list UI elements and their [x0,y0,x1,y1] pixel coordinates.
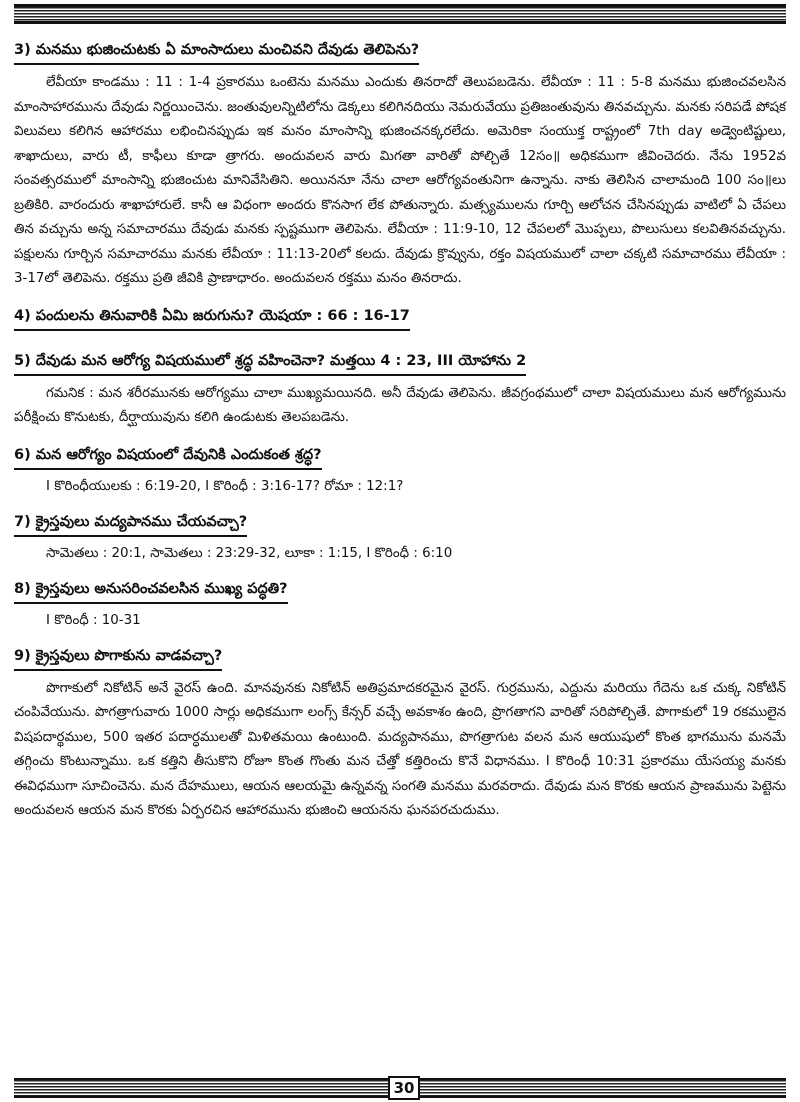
question-3: 3) మనము భుజించుటకు ఏ మాంసాదులు మంచివని దేవుడు తెలిపెను? [14,40,419,65]
question-7: 7) క్రైస్తవులు మద్యపానము చేయవచ్చా? [14,512,247,537]
answer-3: లేవీయా కాండము : 11 : 1-4 ప్రకారము ఒంటెను మనము ఎందుకు తినరాదో తెలుపబడెను. లేవీయా : 11 : 5-8 మనము భుజించవలసిన మాంసాహారమును దేవుడు నిర్ణయించెను. జంతువులన్నిటిలోను డెక్కలు కలిగినదియు నెమరువేయు ప్రతిజంతువును తినవచ్చును. మనకు సరిపడే పోషక విలువలు కలిగిన ఆహారము లభించినప్పుడు ఇక మనం మాంసాన్ని భుజించనక్కరలేదు. అమెరికా సంయుక్త రాష్ట్రంలో 7th day అడ్వెంటిష్టులు, శాఖాదులు, వారు టీ, కాఫీలు కూడా త్రాగరు. అందువలన వారు మిగతా వారితో పోల్చితే 12సం॥ అధికముగా జీవించెదరు. నేను 1952వ సంవత్సరములో మాంసాన్ని భుజించుట మానివేసితిని. అయిననూ నేను చాలా ఆరోగ్యవంతునిగా ఉన్నాను. నాకు తెలిసిన చాలామంది 100 సం॥లు బ్రతికిరి. వారందురు శాఖాహారులే. కానీ ఆ విధంగా అందరు కొనసాగ లేక పోతున్నారు. మత్స్యములను గూర్చి ఆలోచన చేసినప్పుడు వాటిలో ఏ చేపలు తిన వచ్చును అన్న సమాచారము దేవుడు మనకు స్పష్టముగా తెలిపెను. లేవీయా : 11:9-10, 12 చేపలలో మొప్పలు, పొలుసులు కలవితినవచ్చును. పక్షులను గూర్చిన సమాచారము మనకు లేవీయా : 11:13-20లో కలదు. దేవుడు క్రొవ్వును, రక్తం విషయములో చాలా చక్కటి సమాచారము లేవీయా : 3-17లో తెలిపెను. రక్తము ప్రతి జీవికి ప్రాణాధారం. అందువలన రక్తము మనం తినరాదు. [14,75,786,286]
reference-6: I కొరింధీయులకు : 6:19-20, I కొరింధీ : 3:16-17? రోమా : 12:1? [46,478,404,494]
reference-8: I కొరింధీ : 10-31 [46,612,141,628]
answer-5: గమనిక : మన శరీరమునకు ఆరోగ్యము చాలా ముఖ్యమయినది. అనీ దేవుడు తెలిపెను. జీవగ్రంథములో చాలా విషయములు మన ఆరోగ్యమును పరీక్షించు కొనుటకు, దీర్ఘాయువును కలిగి ఉండుటకు తెలపబడెను. [14,385,786,425]
page-number: 30 [388,1076,420,1100]
question-6: 6) మన ఆరోగ్యం విషయంలో దేవునికి ఎందుకంత శ్రద్ధ? [14,445,322,470]
answer-9: పొగాకులో నికోటిన్ అనే వైరస్ ఉంది. మానవునకు నికోటిన్ అతిప్రమాదకరమైన వైరస్. గుర్రమును, ఎద్దును మరియు గేదెను ఒక చుక్క నికోటిన్ చంపివేయును. పొగత్రాగువారు 1000 సార్లు అధికముగా లంగ్స్ కేన్సర్ వచ్చే అవకాశం ఉంది, ప్రొగతాగని వారితో సరిపోల్చితే. పొగాకులో 19 రకములైన విషపదార్థముల, 500 ఇతర పదార్ధములతో మిళితమయి ఉంటుంది. మద్యపానము, పొగత్రాగుట వలన మన ఆయుషులో కొంత భాగమును మనమే తగ్గించు కొంటున్నాము. ఒక కత్తిని తీసుకొని రోజూ కొంత గొంతు మన చేత్తో కత్తిరించు కొనే విధానము. I కొరింధీ 10:31 ప్రకారము యేసయ్య మనకు ఈవిధముగా సూచించెను. మన దేహములు, ఆయన ఆలయమై ఉన్నవన్న సంగతి మనము మరవరాదు. దేవుడు మన కొరకు ఆయన ప్రాణమును పెట్టెను అందువలన ఆయన మన కొరకు ఏర్పరచిన ఆహారమును భుజించి ఆయనను ఘనపరచుదుము. [14,680,786,818]
reference-7: సామెతలు : 20:1, సామెతలు : 23:29-32, లూకా : 1:15, I కొరింధీ : 6:10 [46,545,453,561]
question-5: 5) దేవుడు మన ఆరోగ్య విషయములో శ్రద్ధ వహించెనా? మత్తయి 4 : 23, III యోహాను 2 [14,351,526,376]
question-9: 9) క్రైస్తవులు పొగాకును వాడవచ్చా? [14,646,222,671]
top-border [14,4,786,24]
question-8: 8) క్రైస్తవులు అనుసరించవలసిన ముఖ్య పద్ధతి? [14,579,288,604]
question-4: 4) పందులను తినువారికి ఏమి జరుగును? యెషయా : 66 : 16-17 [14,306,410,331]
page-content [14,30,786,1064]
